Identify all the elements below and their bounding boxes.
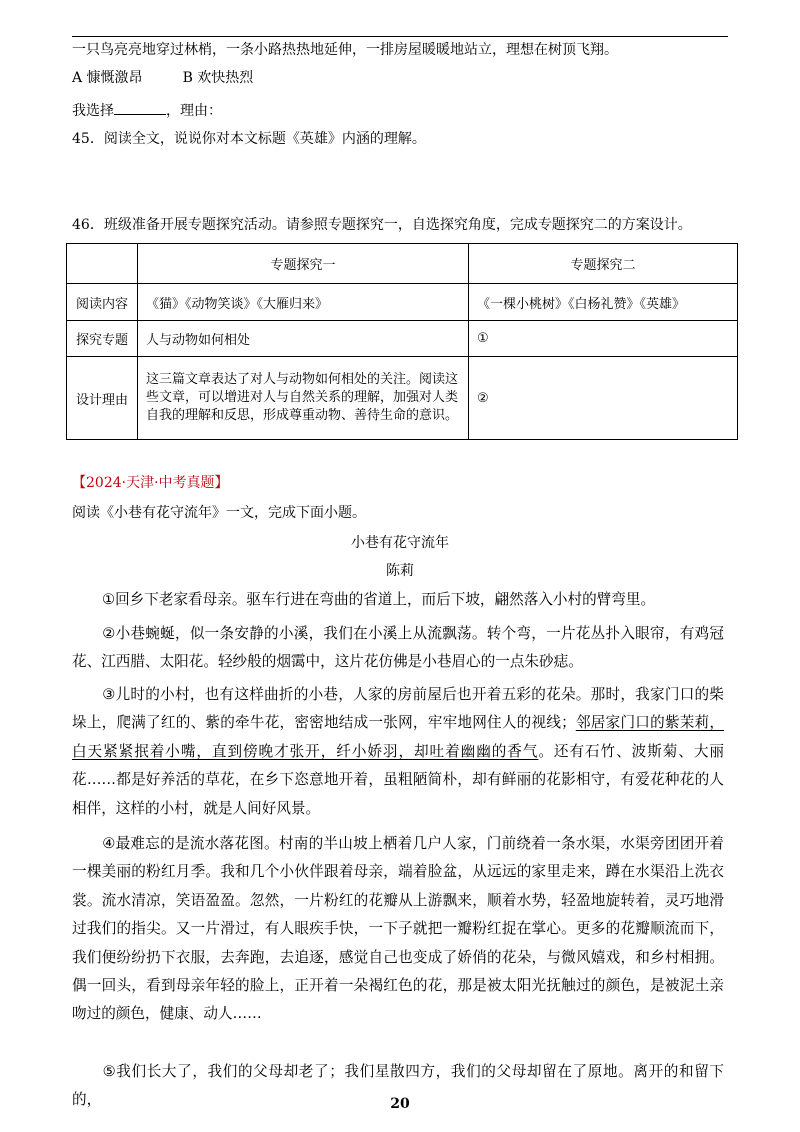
table-cell [67, 244, 138, 284]
paragraph-1 [72, 586, 724, 614]
paragraph-text: ④最难忘的是流水落花图。村南的半山坡上栖着几户人家，门前绕着一条水渠，水渠旁团团开着一棵美丽的粉红月季。我和几个小伙伴跟着母亲，端着脸盆，从远远的家里走来，蹲在水渠沿上洗衣裳。流水清凉，笑语盈盈。忽然，一片粉红的花瓣从上游飘来，顺着水势，轻盈地旋转着，灵巧地滑过我们的指尖。又一片滑过，有人眼疾手快，一下子就把一瓣粉红捉在掌心。更多的花瓣顺流而下，我们便纷纷扔下衣服，去奔跑，去追逐，感觉自己也变成了娇俏的花朵，与微风嬉戏，和乡村相拥。偶一回头，看到母亲年轻的脸上，正开着一朵褐红色的花，那是被太阳光抚触过的颜色，是被泥土亲吻过的颜色，健康、动人…… [72, 835, 724, 1023]
paragraph-text: ③儿时的小村，也有这样曲折的小巷，人家的房前屋后也开着五彩的花朵。那时，我家门口的柴垛上，爬满了红的、紫的牵牛花，密密地结成一张网，牢牢地网住人的视线； [72, 686, 724, 732]
q44-sentence: 一只鸟亮亮地穿过林梢，一条小路热热地延伸，一排房屋暖暖地站立，理想在树顶飞翔。 [72, 42, 618, 58]
top-rule [72, 36, 728, 37]
table-cell: ① [469, 321, 738, 357]
table-cell: 人与动物如何相处 [138, 321, 469, 357]
table-cell: 《猫》《动物笑谈》《大雁归来》 [138, 284, 469, 321]
table-cell: 这三篇文章表达了对人与动物如何相处的关注。阅读这些文章，可以增进对人与自然关系的理解，加强对人类自我的理解和反思，形成尊重动物、善待生命的意识。 [138, 357, 469, 440]
study-table [66, 243, 738, 440]
table-header: 专题探究二 [469, 244, 738, 284]
table-row [67, 321, 738, 357]
paragraph-text: ①回乡下老家看母亲。驱车行进在弯曲的省道上，而后下坡，翩然落入小村的臂弯里。 [102, 591, 656, 608]
paragraph-4 [72, 830, 724, 1029]
table-cell: 《一棵小桃树》《白杨礼赞》《英雄》 [469, 284, 738, 321]
page-number: 20 [390, 1096, 410, 1112]
reason-label: ，理由： [166, 103, 222, 119]
underlined-sentence: 邻居家门口的紫茉莉，白天紧紧抿着小嘴，直到傍晚才张开，纤小娇羽，却吐着幽幽的香气 [72, 714, 724, 760]
q46-question: 46．班级准备开展专题探究活动。请参照专题探究一，自选探究角度，完成专题探究二的方案设计。 [72, 217, 692, 233]
option-b: B 欢快热烈 [182, 70, 254, 86]
reading-instruction: 阅读《小巷有花守流年》一文，完成下面小题。 [72, 505, 366, 521]
article-title: 小巷有花守流年 [351, 535, 449, 551]
table-cell: 阅读内容 [67, 284, 138, 321]
option-a: A 慷慨激昂 [72, 70, 143, 86]
choose-label: 我选择 [72, 103, 114, 119]
table-row [67, 284, 738, 321]
q44-answer-line [72, 100, 222, 121]
table-cell: 探究专题 [67, 321, 138, 357]
table-cell: ② [469, 357, 738, 440]
paragraph-text: ⑤我们长大了，我们的父母却老了；我们星散四方，我们的父母却留在了原地。离开的和留下的， [72, 1063, 724, 1109]
q44-options [72, 68, 253, 88]
paragraph-2 [72, 620, 724, 677]
table-row [67, 357, 738, 440]
table-header-row [67, 244, 738, 284]
article-author: 陈莉 [386, 563, 414, 579]
q45-question: 45．阅读全文，说说你对本文标题《英雄》内涵的理解。 [72, 131, 426, 147]
table-header: 专题探究一 [138, 244, 469, 284]
paragraph-text: 。还有石竹、波斯菊、大丽花……都是好养活的草花，在乡下恣意地开着，虽粗陋简朴，却有鲜丽的花影相守，有爱花种花的人相伴，这样的小村，就是人间好风景。 [72, 742, 724, 817]
paragraph-text: ②小巷蜿蜒，似一条安静的小溪，我们在小溪上从流飘荡。转个弯，一片花丛扑入眼帘，有鸡冠花、江西腊、太阳花。轻纱般的烟霭中，这片花仿佛是小巷眉心的一点朱砂痣。 [72, 625, 724, 671]
source-tag: 【2024·天津·中考真题】 [72, 475, 229, 491]
paragraph-3 [72, 681, 724, 823]
table-cell: 设计理由 [67, 357, 138, 440]
answer-blank[interactable] [114, 100, 166, 115]
